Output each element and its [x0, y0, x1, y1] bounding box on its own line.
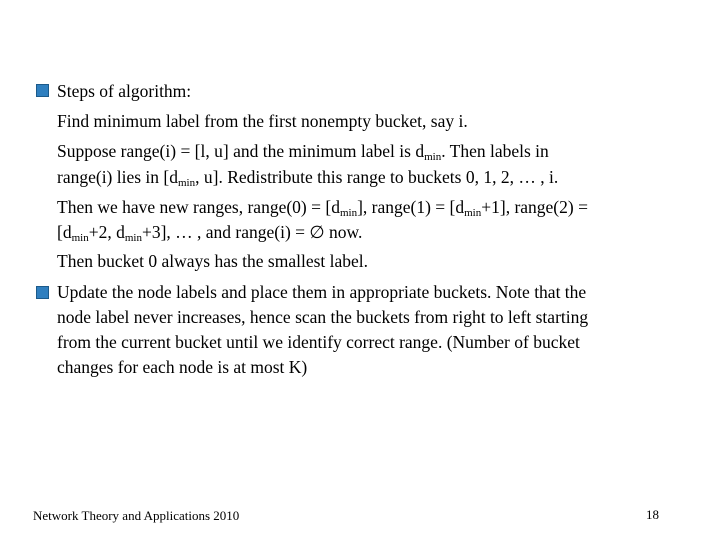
step-ranges-2: [$d_{min}+2$, $d_{min}+3$], … , and range(i) = ∅ now.: [57, 222, 363, 244]
step-ranges-1: Then we have new ranges, range(0) = $[d_{min}]$, range(1) = $[d_{min}+1]$, range(2) =: [57, 197, 588, 219]
bullet-heading: Steps of algorithm:: [57, 81, 192, 101]
step-smallest: Then bucket 0 always has the smallest label.: [57, 251, 369, 271]
footer-title: Network Theory and Applications 2010: [33, 508, 240, 523]
bullet-update-line: from the current bucket until we identify correct range. (Number of bucket: [57, 332, 580, 352]
square-bullet-icon: [36, 286, 49, 299]
step-range: range(i) lies in [$d_{min}$, u]. Redistribute this range to buckets 0, 1, 2, … , i.: [57, 167, 559, 189]
bullet-update-line: node label never increases, hence scan the buckets from right to left starting: [57, 307, 589, 327]
page-number: 18: [646, 507, 659, 522]
step-find: Find minimum label from the first nonempty bucket, say i.: [57, 111, 468, 131]
step-suppose: Suppose range(i) = [l, u] and the minimum label is $d_{min}$. Then labels in: [57, 141, 549, 163]
square-bullet-icon: [36, 84, 49, 97]
bullet-update-line: changes for each node is at most K): [57, 357, 308, 377]
bullet-update-line: Update the node labels and place them in appropriate buckets. Note that the: [57, 282, 587, 302]
